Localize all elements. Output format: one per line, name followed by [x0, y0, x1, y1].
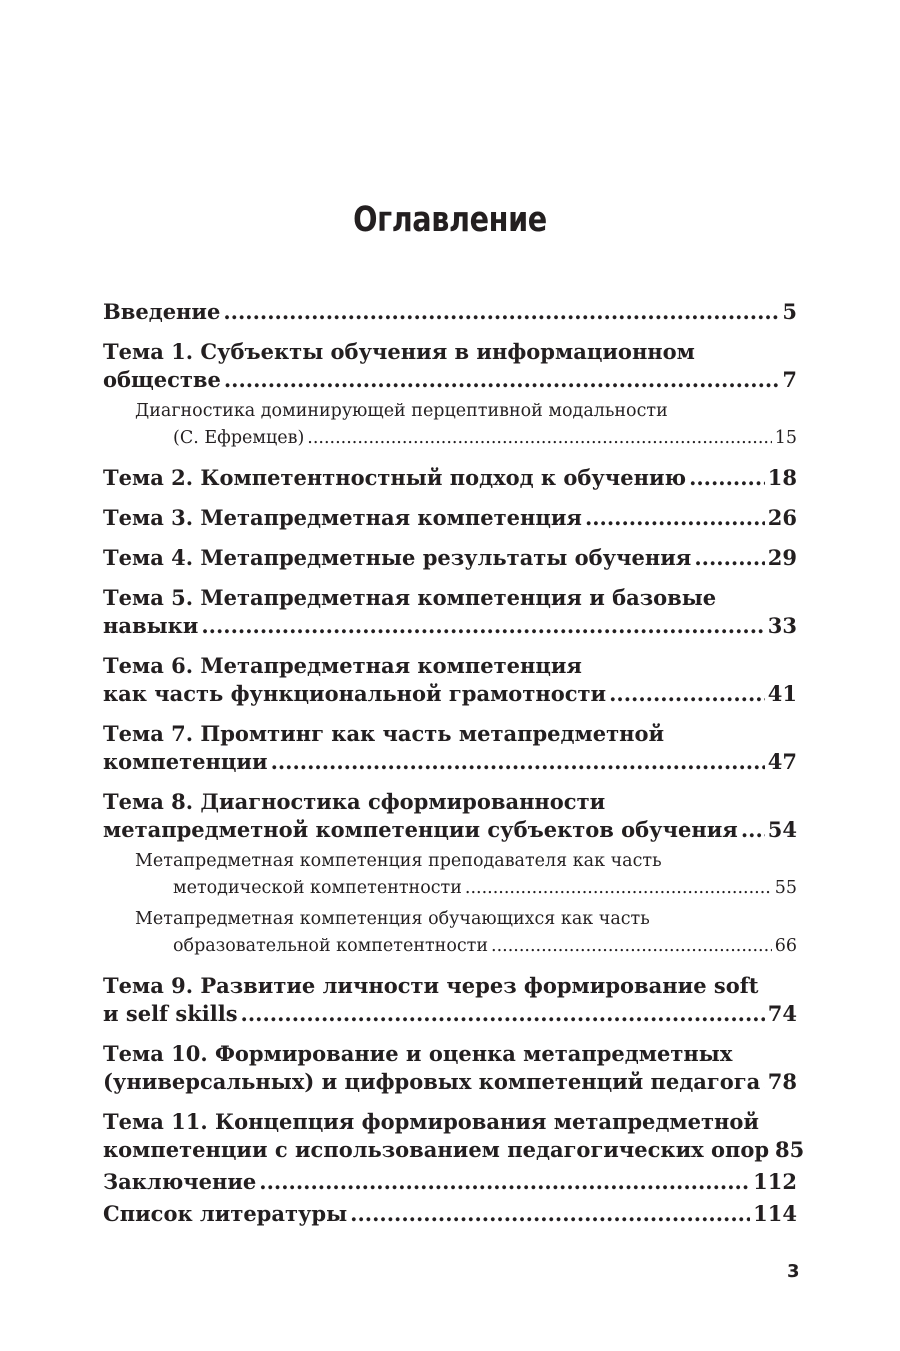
leader-dots [224, 366, 780, 394]
toc-page-number: 18 [767, 465, 797, 490]
toc-entry-title: Метапредметная компетенция преподавателя как часть [135, 851, 662, 871]
toc-entry-topic-5[interactable] [103, 584, 797, 640]
toc-entry-title: Тема 6. Метапредметная компетенция [103, 653, 582, 678]
toc-entry-title-cont: методической компетентности [173, 878, 462, 898]
leader-dots [271, 748, 765, 776]
toc-entry-title: Диагностика доминирующей перцептивной модальности [135, 401, 668, 421]
toc-entry-title-cont: образовательной компетентности [173, 936, 489, 956]
toc-page-number: 29 [767, 545, 797, 570]
toc-entry-title-cont: метапредметной компетенции субъектов обучения [103, 817, 738, 842]
toc-subentry-perceptual-modality[interactable] [103, 398, 797, 452]
leader-dots [689, 464, 765, 492]
toc-entry-title: Введение [103, 299, 221, 324]
toc-page-number: 54 [767, 817, 797, 842]
leader-dots [307, 425, 771, 452]
leader-dots [241, 1000, 765, 1028]
toc-page-number: 33 [767, 613, 797, 638]
toc-page-number: 114 [753, 1201, 797, 1226]
toc-entry-title-cont: обществе [103, 367, 221, 392]
leader-dots [741, 816, 765, 844]
toc-page-number: 112 [753, 1169, 797, 1194]
toc-page-number: 26 [767, 505, 797, 530]
leader-dots [465, 875, 772, 902]
toc-entry-title-cont: (С. Ефремцев) [173, 428, 305, 448]
leader-dots [585, 504, 765, 532]
toc-entry-introduction[interactable] [103, 298, 797, 326]
toc-entry-title-cont: и self skills [103, 1001, 238, 1026]
toc-entry-title: Тема 3. Метапредметная компетенция [103, 505, 582, 530]
toc-page-number: 74 [767, 1001, 797, 1026]
toc-entry-topic-3[interactable] [103, 504, 797, 532]
toc-entry-title: Тема 1. Субъекты обучения в информационном [103, 339, 695, 364]
toc-entry-topic-2[interactable] [103, 464, 797, 492]
leader-dots [609, 680, 765, 708]
toc-entry-topic-8[interactable] [103, 788, 797, 844]
toc-entry-title: Тема 8. Диагностика сформированности [103, 789, 606, 814]
toc-entry-title: Тема 10. Формирование и оценка метапредметных [103, 1041, 733, 1066]
toc-entry-title-cont: компетенции с использованием педагогических опор [103, 1137, 770, 1162]
toc-entry-references[interactable] [103, 1200, 797, 1228]
toc-entry-title: Тема 2. Компетентностный подход к обучению [103, 465, 687, 490]
toc-entry-topic-6[interactable] [103, 652, 797, 708]
toc-subentry-teacher-competence[interactable] [103, 848, 797, 902]
toc-entry-title: Тема 9. Развитие личности через формирование soft [103, 973, 759, 998]
toc-entry-title: Тема 7. Промтинг как часть метапредметной [103, 721, 665, 746]
toc-page-number: 55 [774, 878, 797, 898]
toc-page-number: 66 [774, 936, 797, 956]
toc-page-number: 7 [782, 367, 797, 392]
table-of-contents [103, 298, 805, 1228]
leader-dots [259, 1168, 750, 1196]
toc-entry-title: Тема 11. Концепция формирования метапредметной [103, 1109, 759, 1134]
toc-entry-title-cont: (универсальных) и цифровых компетенций педагога [103, 1069, 761, 1094]
toc-entry-topic-4[interactable] [103, 544, 797, 572]
toc-page-number: 15 [774, 428, 797, 448]
toc-entry-title: Список литературы [103, 1201, 348, 1226]
leader-dots [201, 612, 764, 640]
toc-entry-title: Тема 4. Метапредметные результаты обучения [103, 545, 692, 570]
leader-dots [350, 1200, 750, 1228]
leader-dots [694, 544, 764, 572]
leader-dots [491, 933, 772, 960]
leader-dots [763, 1068, 765, 1096]
toc-page-number: 47 [767, 749, 797, 774]
toc-entry-conclusion[interactable] [103, 1168, 797, 1196]
toc-page-number: 5 [782, 299, 797, 324]
toc-entry-title: Заключение [103, 1169, 257, 1194]
toc-page-number: 78 [767, 1069, 797, 1094]
toc-entry-title: Метапредметная компетенция обучающихся как часть [135, 909, 650, 929]
toc-entry-title-cont: как часть функциональной грамотности [103, 681, 607, 706]
toc-entry-topic-7[interactable] [103, 720, 797, 776]
leader-dots [223, 298, 779, 326]
toc-entry-title-cont: компетенции [103, 749, 268, 774]
toc-page-number: 85 [775, 1137, 805, 1162]
toc-entry-topic-10[interactable] [103, 1040, 797, 1096]
page-number: 3 [787, 1261, 800, 1282]
toc-entry-title-cont: навыки [103, 613, 199, 638]
toc-entry-topic-9[interactable] [103, 972, 797, 1028]
toc-entry-topic-1[interactable] [103, 338, 797, 394]
toc-subentry-student-competence[interactable] [103, 906, 797, 960]
page-title: Оглавление [353, 200, 547, 240]
toc-page-number: 41 [767, 681, 797, 706]
toc-entry-title: Тема 5. Метапредметная компетенция и базовые [103, 585, 717, 610]
toc-entry-topic-11[interactable] [103, 1108, 805, 1164]
